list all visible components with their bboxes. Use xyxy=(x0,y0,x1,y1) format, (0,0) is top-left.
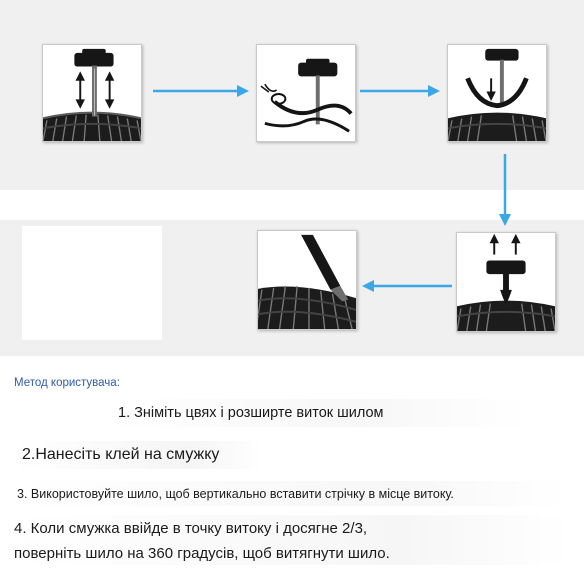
direction-arrow-icon xyxy=(487,78,495,100)
step-image-trim xyxy=(257,230,357,330)
direction-arrow-icon xyxy=(153,84,249,98)
step-image-insert xyxy=(447,44,547,142)
step-1-text: 1. Зніміть цвях і розширте виток шилом xyxy=(118,405,384,421)
step-3-text: 3. Використовуйте шило, щоб вертикально вставити стрічку в місце витоку. xyxy=(17,487,454,501)
rubber-strip-icon xyxy=(468,78,527,105)
step-4-text-line-2: поверніть шило на 360 градусів, щоб витягнути шило. xyxy=(14,545,390,562)
pull-illustration xyxy=(457,233,555,331)
ream-illustration xyxy=(43,45,141,141)
direction-arrow-icon xyxy=(362,279,452,293)
tire-icon xyxy=(43,113,141,141)
illustration-gap xyxy=(0,190,584,220)
method-caption: Метод користувача: xyxy=(14,377,120,389)
arrow-right-2 xyxy=(360,84,440,98)
arrow-left xyxy=(362,279,452,293)
direction-arrow-icon xyxy=(498,154,512,226)
trim-illustration xyxy=(258,231,356,329)
arrow-down xyxy=(498,154,512,226)
blank-image-placeholder xyxy=(22,226,162,340)
glue-illustration xyxy=(257,45,355,141)
rubber-strip-icon xyxy=(261,84,351,131)
insert-illustration xyxy=(448,45,546,141)
tire-icon xyxy=(457,301,555,331)
direction-arrow-icon xyxy=(490,235,519,255)
direction-arrow-icon xyxy=(360,84,440,98)
step-image-ream xyxy=(42,44,142,142)
step-image-pull xyxy=(456,232,556,332)
step-4-text-line-1: 4. Коли смужка ввійде в точку витоку і досягне 2/3, xyxy=(14,520,368,537)
t-handle-tool-icon xyxy=(486,260,525,292)
step-2-text: 2.Нанесіть клей на смужку xyxy=(22,446,220,463)
arrow-right-1 xyxy=(153,84,249,98)
step-image-glue xyxy=(256,44,356,142)
tire-icon xyxy=(448,113,546,141)
